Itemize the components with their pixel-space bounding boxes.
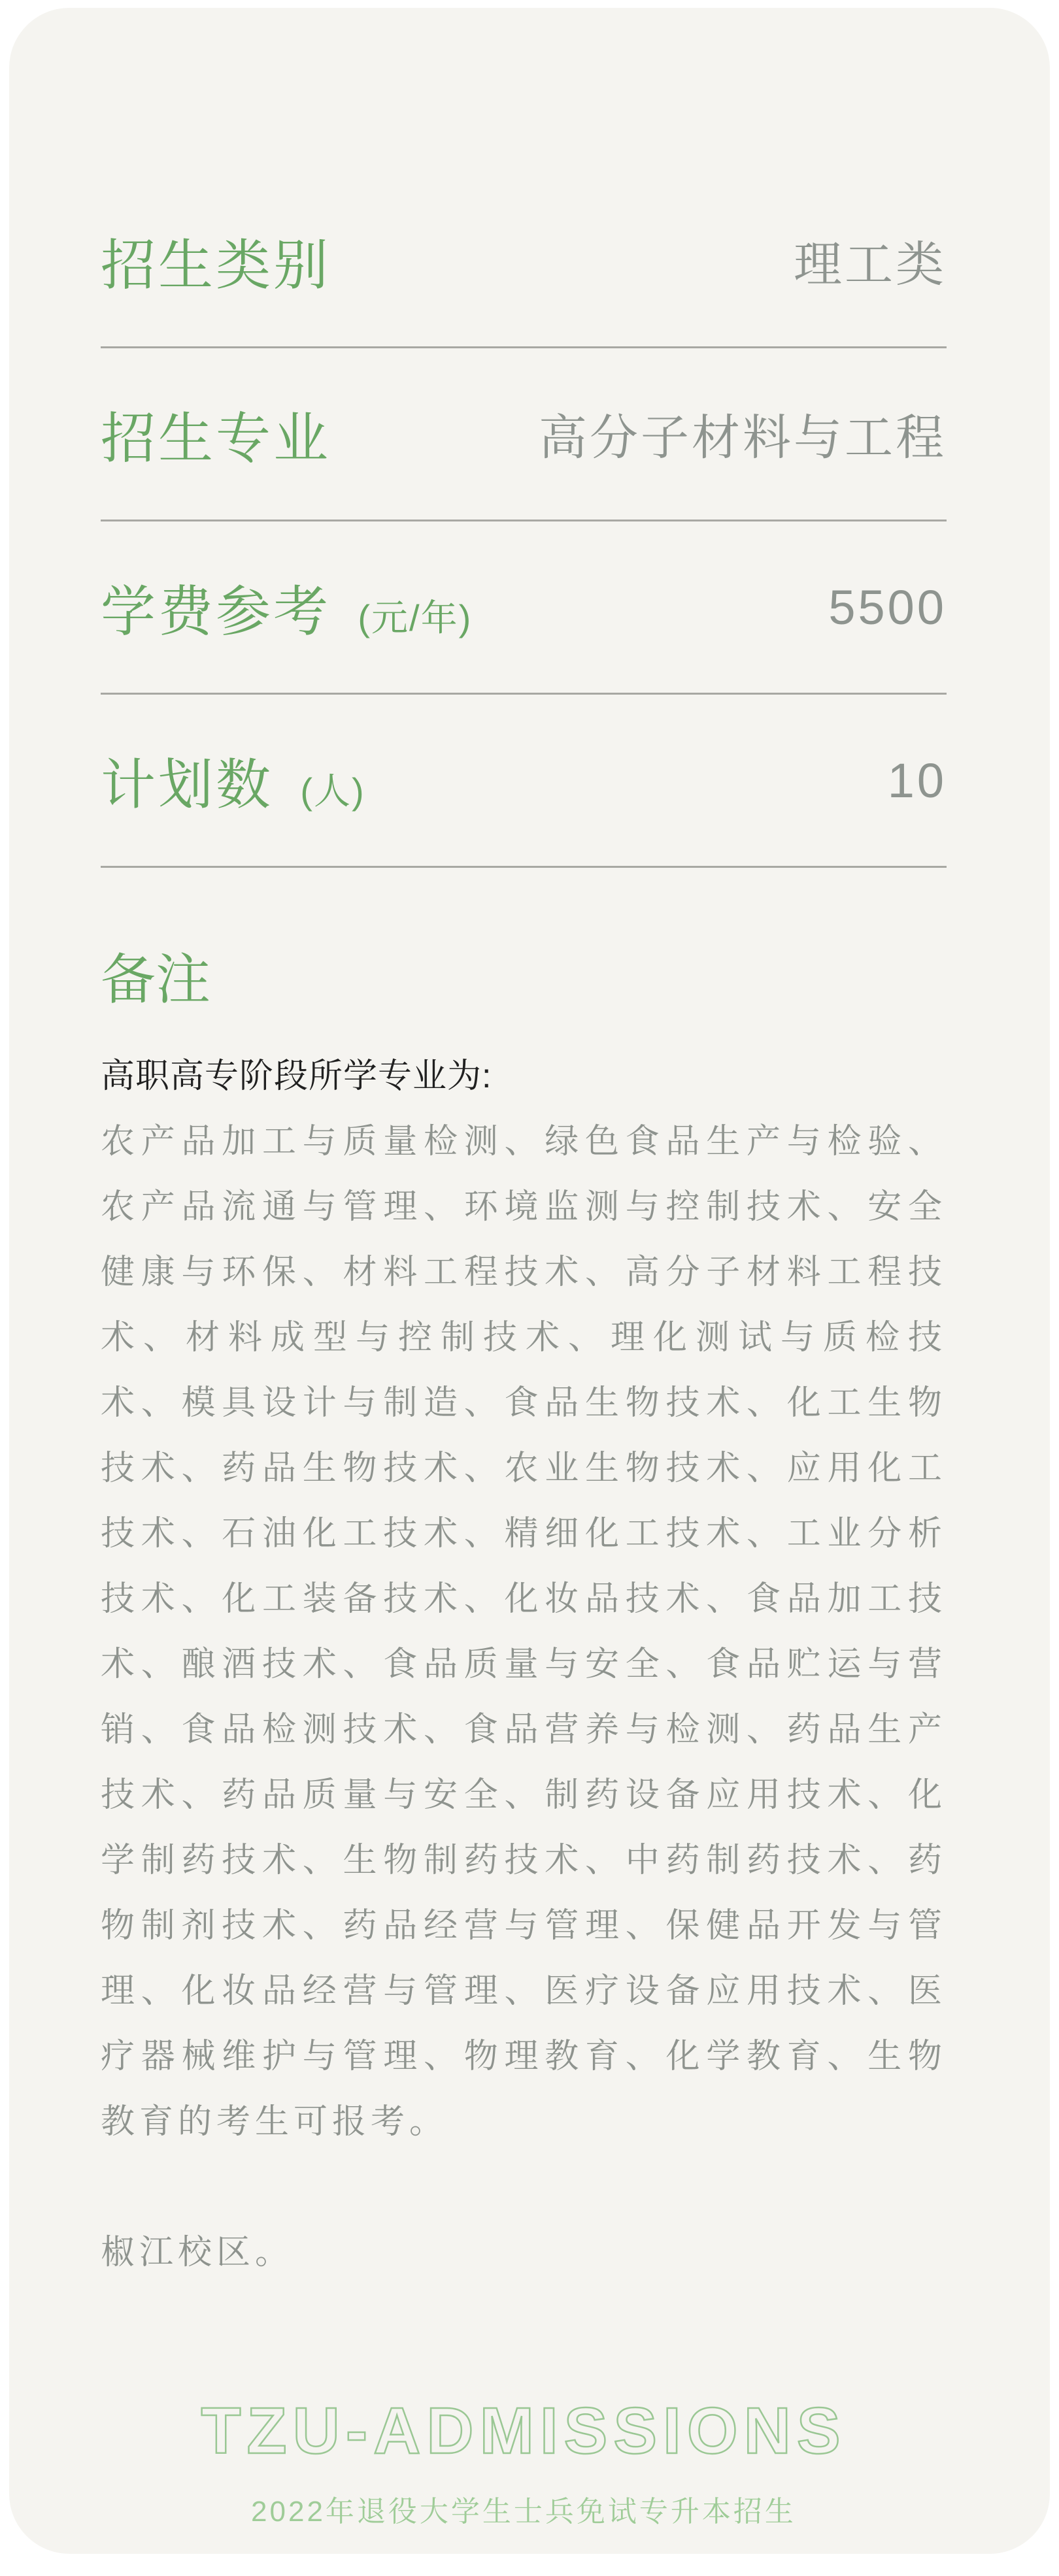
row-label-text: 计划数 <box>101 753 274 816</box>
watermark-text: TZU-ADMISSIONS <box>201 2394 847 2468</box>
table-row <box>101 695 947 868</box>
notes-majors-list: 农产品加工与质量检测、绿色食品生产与检验、农产品流通与管理、环境监测与控制技术、安全健康与环保、材料工程技术、高分子材料工程技术、材料成型与控制技术、理化测试与质检技术、模具设计与制造、食品生物技术、化工生物技术、药品生物技术、农业生物技术、应用化工技术、石油化工技术、精细化工技术、工业分析技术、化工装备技术、化妆品技术、食品加工技术、酿酒技术、食品质量与安全、食品贮运与营销、食品检测技术、食品营养与检测、药品生产技术、药品质量与安全、制药设备应用技术、化学制药技术、生物制药技术、中药制药技术、药物制剂技术、药品经营与管理、保健品开发与管理、化妆品经营与管理、医疗设备应用技术、医疗器械维护与管理、物理教育、化学教育、生物教育的考生可报考。 <box>101 1122 947 2141</box>
row-label-unit: (人) <box>300 770 365 812</box>
row-label-text: 招生类别 <box>101 234 331 296</box>
row-label-text: 招生专业 <box>101 407 331 469</box>
row-label <box>101 741 365 820</box>
row-value: 高分子材料与工程 <box>539 410 947 465</box>
row-value: 10 <box>887 753 947 808</box>
table-row <box>101 175 947 348</box>
row-value: 理工类 <box>794 237 947 291</box>
table-row <box>101 348 947 521</box>
table-row <box>101 521 947 695</box>
footer-subtitle: 2022年退役大学生士兵免试专升本招生 <box>251 2495 796 2528</box>
notes-body <box>101 1044 947 2285</box>
card-footer <box>101 2395 947 2530</box>
row-label <box>101 395 331 474</box>
admissions-info-card <box>9 8 1050 2554</box>
row-label <box>101 568 472 647</box>
row-label-unit: (元/年) <box>358 597 473 638</box>
row-label <box>101 222 331 301</box>
row-value: 5500 <box>828 580 947 635</box>
row-label-text: 学费参考 <box>101 580 331 642</box>
campus-line: 椒江校区。 <box>101 2233 294 2271</box>
notes-heading: 备注 <box>101 949 211 1010</box>
info-table <box>101 175 947 868</box>
notes-intro-line: 高职高专阶段所学专业为: <box>101 1057 492 1095</box>
